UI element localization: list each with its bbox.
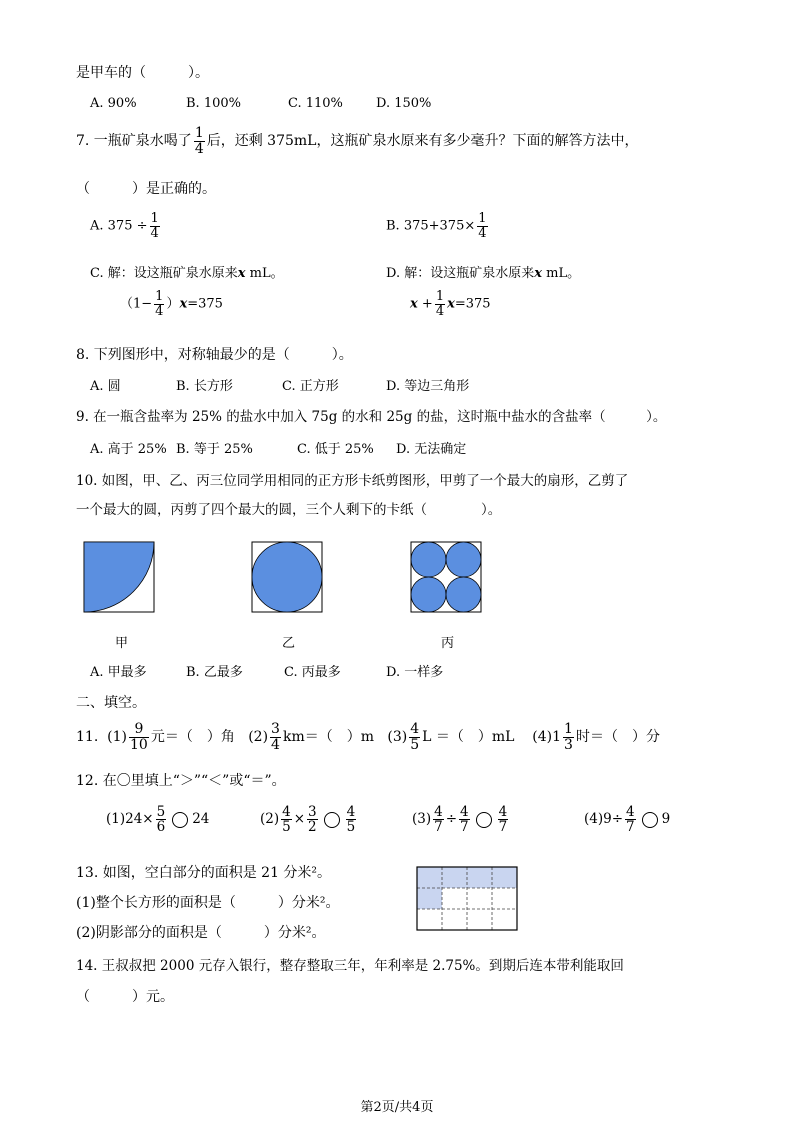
q7-option-d: D. 解：设这瓶矿泉水原来x mL。: [386, 266, 581, 281]
q7-line2: （ ）是正确的。: [76, 181, 216, 197]
q7-option-a: A. 375 ÷ $\frac{1}{4}$: [90, 211, 159, 241]
q9-option-b: B. 等于 25%: [176, 442, 253, 457]
compare-circle[interactable]: [172, 812, 188, 828]
q8-stem: 8. 下列图形中，对称轴最少的是（ ）。: [76, 347, 353, 363]
q7-equation-d: x + $\frac{1}{4}$ x=375: [410, 289, 491, 319]
q8-option-c: C. 正方形: [282, 379, 339, 394]
q7-fraction: $\frac{1}{4}$: [194, 125, 204, 157]
figure-bing-four-circles: [411, 542, 481, 612]
q10-line1: 10. 如图，甲、乙、丙三位同学用相同的正方形卡纸剪图形，甲剪了一个最大的扇形，乙剪了: [76, 473, 629, 489]
figure-label-jia: 甲: [115, 636, 129, 651]
q11: 11. (1) $\frac{9}{10}$ 元＝（ ）角 (2) $\frac{3}{4}$ km＝（ ）m (3) $\frac{4}{5}$ L ＝（ ）mL (4)1 $\frac{1}{3}$ 时＝（ ）分: [76, 721, 660, 753]
q13-part2: (2)阴影部分的面积是（ ）分米²。: [76, 925, 326, 941]
q10-option-c: C. 丙最多: [284, 665, 341, 680]
q9-stem: 9. 在一瓶含盐率为 25% 的盐水中加入 75g 的水和 25g 的盐，这时瓶中盐水的含盐率（ ）。: [76, 409, 667, 425]
q8-option-a: A. 圆: [90, 379, 121, 394]
q7-option-c: C. 解：设这瓶矿泉水原来x mL。: [90, 266, 284, 281]
q6-option-c: C. 110%: [288, 96, 343, 111]
q12-item-1: (1)24× $\frac{5}{6}$ 24: [106, 804, 210, 836]
q12-item-3: (3) $\frac{4}{7}$ ÷ $\frac{4}{7}$ $\frac{4}{7}$: [412, 804, 508, 836]
q6-option-b: B. 100%: [186, 96, 241, 111]
q9-option-d: D. 无法确定: [396, 442, 467, 457]
q14-line2: （ ）元。: [76, 989, 174, 1005]
q10-option-d: D. 一样多: [386, 665, 444, 680]
q10-figures: [80, 540, 500, 620]
q9-option-c: C. 低于 25%: [297, 442, 374, 457]
q6-option-a: A. 90%: [90, 96, 137, 111]
q13-part1: (1)整个长方形的面积是（ ）分米²。: [76, 895, 340, 911]
q10-option-a: A. 甲最多: [90, 665, 147, 680]
compare-circle[interactable]: [324, 812, 340, 828]
q7-stem: 7. 一瓶矿泉水喝了 $\frac{1}{4}$ 后，还剩 375mL，这瓶矿泉水原来有多少毫升？下面的解答方法中，: [76, 125, 639, 157]
q10-line2: 一个最大的圆，丙剪了四个最大的圆，三个人剩下的卡纸（ ）。: [76, 502, 502, 518]
q6-tail: 是甲车的（ ）。: [76, 65, 209, 81]
q12-stem: 12. 在〇里填上“＞”“＜”或“＝”。: [76, 773, 286, 789]
q14-line1: 14. 王叔叔把 2000 元存入银行，整存整取三年，年利率是 2.75%。到期后连本带利能取回: [76, 958, 624, 974]
section-title-fill-in: 二、填空。: [76, 695, 146, 711]
page-footer: 第2页/共4页: [360, 1100, 434, 1115]
q13-stem: 13. 如图，空白部分的面积是 21 分米²。: [76, 865, 332, 881]
compare-circle[interactable]: [642, 812, 658, 828]
q8-option-d: D. 等边三角形: [386, 379, 470, 394]
q7-equation-c: （1− $\frac{1}{4}$ ）x=375: [120, 289, 223, 319]
q10-option-b: B. 乙最多: [186, 665, 243, 680]
q6-option-d: D. 150%: [376, 96, 432, 111]
q12-item-2: (2) $\frac{4}{5}$ × $\frac{3}{2}$ $\frac{4}{5}$: [260, 804, 356, 836]
q8-option-b: B. 长方形: [176, 379, 233, 394]
figure-yi-circle: [252, 542, 322, 612]
figure-jia-quarter-circle: [84, 542, 154, 612]
figure-label-yi: 乙: [282, 636, 296, 651]
q12-item-4: (4)9÷ $\frac{4}{7}$ 9: [584, 804, 671, 836]
q9-option-a: A. 高于 25%: [90, 442, 167, 457]
compare-circle[interactable]: [476, 812, 492, 828]
q7-option-b: B. 375+375× $\frac{1}{4}$: [386, 211, 487, 241]
figure-label-bing: 丙: [441, 636, 455, 651]
q13-rectangle-grid: [416, 866, 520, 932]
